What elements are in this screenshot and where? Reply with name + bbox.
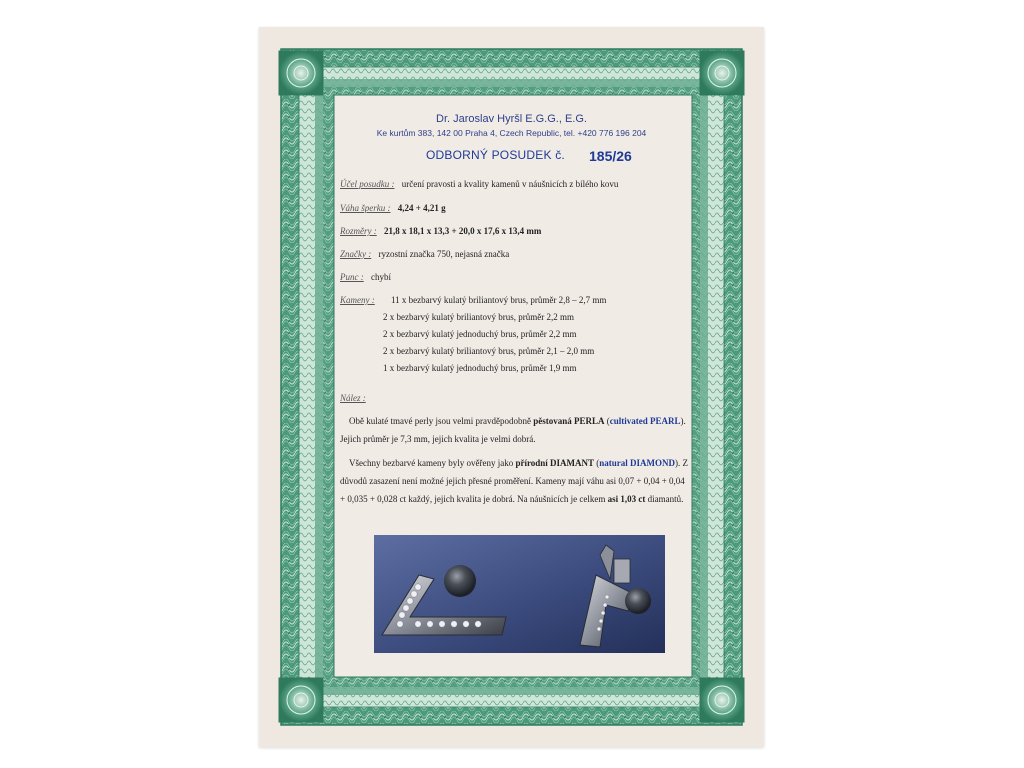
certificate [259, 27, 764, 747]
stone-line: 1 x bezbarvý kulatý jednoduchý brus, průměr 1,9 mm [383, 363, 577, 373]
hallmark-value: chybí [371, 272, 391, 282]
finding-text: ). Jejich průměr je 7,3 mm, jejich kvalita je velmi dobrá. [340, 416, 686, 444]
finding-paragraph-diamond [340, 454, 692, 508]
finding-result-english: cultivated PEARL [609, 416, 681, 426]
weight-value: 4,24 + 4,21 g [397, 203, 446, 213]
hallmark-row [340, 272, 391, 282]
report-number: 185/26 [589, 148, 632, 164]
finding-result-english: natural DIAMOND [599, 458, 676, 468]
earring-photo [374, 535, 665, 653]
dimensions-row [340, 226, 541, 236]
finding-label: Nález : [340, 393, 366, 403]
finding-text: Všechny bezbarvé kameny byly ověřeny jako [349, 458, 516, 468]
stones-label: Kameny : [340, 295, 375, 305]
finding-text: diamantů. [645, 494, 684, 504]
purpose-label: Účel posudku : [340, 179, 395, 189]
stone-line: 2 x bezbarvý kulatý jednoduchý brus, průměr 2,2 mm [383, 329, 577, 339]
dimensions-label: Rozměry : [340, 226, 377, 236]
finding-paragraph-pearl [340, 412, 692, 448]
marks-value: ryzostní značka 750, nejasná značka [378, 249, 510, 259]
purpose-row [340, 179, 618, 189]
hallmark-label: Punc : [340, 272, 364, 282]
finding-result: přírodní DIAMANT [515, 458, 595, 468]
finding-result: pěstovaná PERLA [533, 416, 605, 426]
stones-row [340, 295, 375, 305]
corner-rosette [700, 678, 744, 722]
stone-line: 2 x bezbarvý kulatý briliantový brus, průměr 2,2 mm [383, 312, 574, 322]
corner-rosette [279, 51, 323, 95]
report-title: ODBORNÝ POSUDEK č. [426, 148, 565, 162]
finding-heading [340, 393, 366, 403]
corner-rosette [279, 678, 323, 722]
finding-text: Obě kulaté tmavé perly jsou velmi pravděpodobně [349, 416, 534, 426]
weight-label: Váha šperku : [340, 203, 391, 213]
marks-label: Značky : [340, 249, 372, 259]
stone-line: 2 x bezbarvý kulatý briliantový brus, průměr 2,1 – 2,0 mm [383, 346, 595, 356]
purpose-value: určení pravosti a kvality kamenů v náušnicích z bílého kovu [401, 179, 619, 189]
issuer-name: Dr. Jaroslav Hyršl E.G.G., E.G. [436, 113, 587, 125]
finding-text: ). Z důvodů zasazení není možné jejich přesné proměření. Kameny mají váhu asi 0,07 + 0,04 + 0,04 + 0,035 + 0,028 ct každý, jejich kvalita je dobrá. Na náušnicích je celkem [340, 458, 689, 504]
finding-text: ( [604, 416, 610, 426]
issuer-address: Ke kurtům 383, 142 00 Praha 4, Czech Republic, tel. +420 776 196 204 [376, 128, 647, 138]
dimensions-value: 21,8 x 18,1 x 13,3 + 20,0 x 17,6 x 13,4 mm [384, 226, 542, 236]
total-carat: asi 1,03 ct [607, 494, 646, 504]
finding-text: ( [594, 458, 600, 468]
corner-rosette [700, 51, 744, 95]
weight-row [340, 203, 446, 213]
stone-line: 11 x bezbarvý kulatý briliantový brus, průměr 2,8 – 2,7 mm [391, 295, 607, 305]
marks-row [340, 249, 509, 259]
